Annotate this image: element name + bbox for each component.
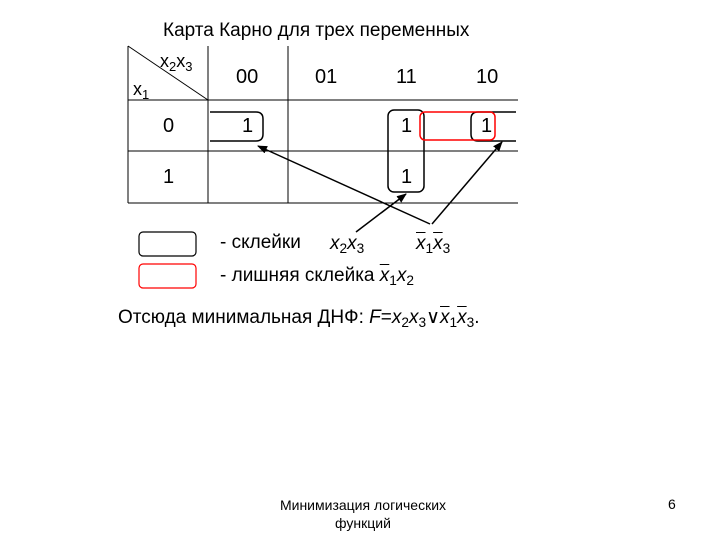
arrow-to-column-group [356, 194, 406, 232]
cell-r0-c00: 1 [242, 115, 254, 137]
label-nx1-x3: $\overline{x}_1\overline{x}_3$ [416, 233, 451, 256]
col-header-11: 11 [396, 66, 417, 88]
col-header-00: 00 [236, 66, 259, 88]
minimal-dnf-formula: Отсюда минимальная ДНФ: $F=x_2x_3\vee\overline{x}_1\overline{x}_3$. [118, 307, 480, 330]
corner-col-variables: $x_2x_3$ [160, 51, 193, 74]
legend-redundant-label: - лишняя склейка $\overline{x}_1x_2$ [220, 265, 414, 288]
row-header-0: 0 [163, 115, 175, 137]
label-x2x3: $x_2x_3$ [330, 233, 365, 256]
arrow-to-right-group [432, 142, 502, 224]
legend-redundant-box [139, 264, 196, 288]
group-nx1x3-outline [210, 112, 516, 141]
page-number: 6 [668, 496, 676, 512]
col-header-10: 10 [476, 66, 499, 88]
cell-r0-c10: 1 [481, 115, 493, 137]
legend-grouping-label: - склейки [220, 232, 301, 253]
corner-row-variable: $x_1$ [133, 79, 150, 102]
row-header-1: 1 [163, 166, 175, 188]
col-header-01: 01 [315, 66, 338, 88]
page-title: Карта Карно для трех переменных [163, 20, 470, 41]
cell-r0-c11: 1 [401, 115, 413, 137]
cell-r1-c11: 1 [401, 166, 413, 188]
footer-caption: Минимизация логических функций [279, 497, 447, 531]
arrows [258, 142, 502, 232]
legend-grouping-box [139, 232, 196, 256]
